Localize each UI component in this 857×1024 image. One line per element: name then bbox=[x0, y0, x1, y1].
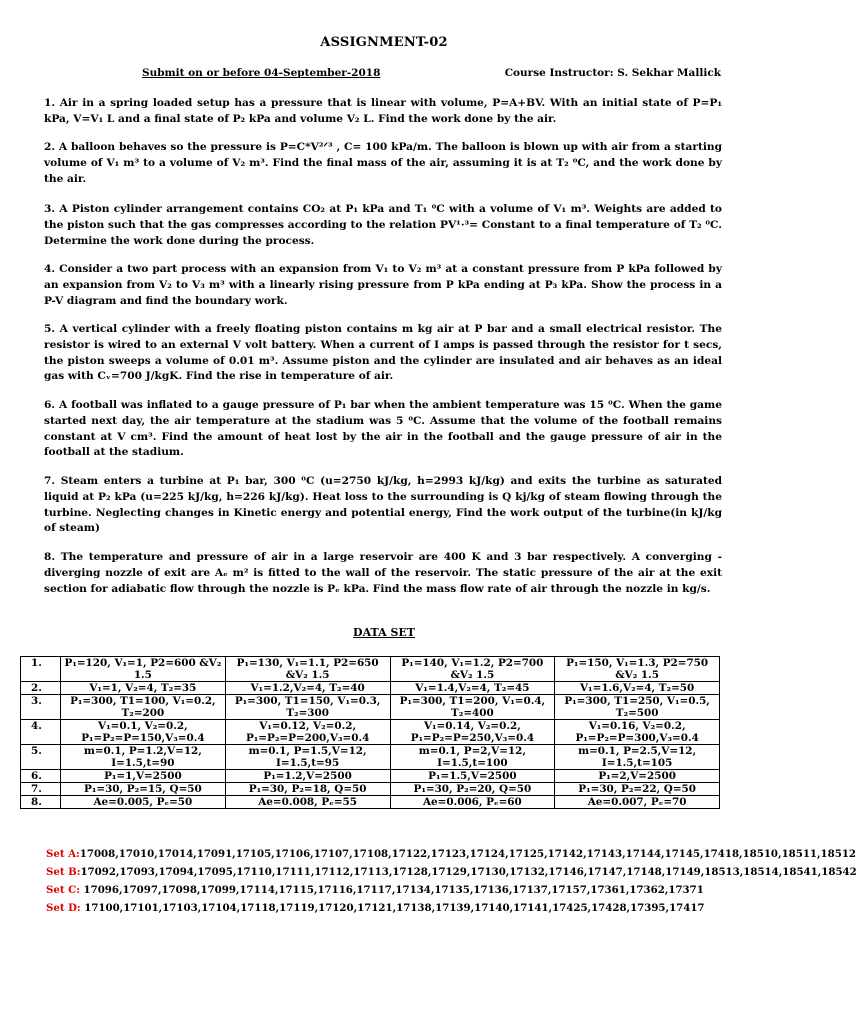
question-8: 8. The temperature and pressure of air in a large reservoir are 400 K and 3 bar respectively. A converging - diverging nozzle of exit are Aₑ m² is fitted to the wall of the reservoir. The static pressure of the air at the exit section for adiabatic flow through the nozzle is Pₑ kPa. Find the mass flow rate of air through the nozzle in kg/s. bbox=[44, 551, 722, 595]
table-cell: P₁=300, T1=250, V₁=0.5, T₂=500 bbox=[555, 695, 720, 720]
row-number: 6. bbox=[21, 770, 61, 783]
table-cell: P₁=30, P₂=20, Q=50 bbox=[390, 783, 555, 796]
table-cell: Ae=0.007, Pₑ=70 bbox=[555, 796, 720, 809]
course-instructor: Course Instructor: S. Sekhar Mallick bbox=[504, 67, 721, 79]
table-cell: P₁=2,V=2500 bbox=[555, 770, 720, 783]
row-number: 3. bbox=[21, 695, 61, 720]
set-d-line bbox=[46, 902, 746, 914]
table-cell: P₁=130, V₁=1.1, P2=650 &V₂ 1.5 bbox=[225, 657, 390, 682]
set-b-line bbox=[46, 866, 857, 878]
table-cell: P₁=1.5,V=2500 bbox=[390, 770, 555, 783]
question-6: 6. A football was inflated to a gauge pressure of P₁ bar when the ambient temperature was 15 ⁰C. When the game started next day, the air temperature at the stadium was 5 ⁰C. Assume that the volume of the football remains constant at V cm³. Find the amount of heat lost by the air in the football and the gauge pressure of air in the football at the stadium. bbox=[44, 399, 722, 459]
set-c-line bbox=[46, 884, 746, 896]
table-cell: V₁=1.4,V₂=4, T₂=45 bbox=[390, 682, 555, 695]
table-cell: Ae=0.006, Pₑ=60 bbox=[390, 796, 555, 809]
table-cell: m=0.1, P=2.5,V=12, I=1.5,t=105 bbox=[555, 745, 720, 770]
table-cell: P₁=300, T1=100, V₁=0.2, T₂=200 bbox=[61, 695, 226, 720]
row-number: 8. bbox=[21, 796, 61, 809]
table-cell: m=0.1, P=2,V=12, I=1.5,t=100 bbox=[390, 745, 555, 770]
table-cell: Ae=0.005, Pₑ=50 bbox=[61, 796, 226, 809]
set-c-label: Set C: bbox=[46, 884, 80, 896]
row-number: 7. bbox=[21, 783, 61, 796]
table-cell: P₁=1.2,V=2500 bbox=[225, 770, 390, 783]
question-3: 3. A Piston cylinder arrangement contains CO₂ at P₁ kPa and T₁ ⁰C with a volume of V₁ m³. Weights are added to the piston such that the gas compresses according to the relation PV¹·³= Constant to a final temperature of T₂ ⁰C. Determine the work done during the process. bbox=[44, 203, 722, 247]
table-cell: P₁=120, V₁=1, P2=600 &V₂ 1.5 bbox=[61, 657, 226, 682]
question-7: 7. Steam enters a turbine at P₁ bar, 300 ⁰C (u=2750 kJ/kg, h=2993 kJ/kg) and exits the turbine as saturated liquid at P₂ kPa (u=225 kJ/kg, h=226 kJ/kg). Heat loss to the surrounding is Q kj/kg of steam flowing through the turbine. Neglecting changes in Kinetic energy and potential energy, Find the work output of the turbine(in kJ/kg of steam) bbox=[44, 475, 722, 535]
assignment-title: ASSIGNMENT-02 bbox=[320, 35, 448, 50]
table-cell: P₁=1,V=2500 bbox=[61, 770, 226, 783]
table-cell: V₁=1.6,V₂=4, T₂=50 bbox=[555, 682, 720, 695]
table-cell: Ae=0.008, Pₑ=55 bbox=[225, 796, 390, 809]
table-cell: P₁=300, T1=200, V₁=0.4, T₂=400 bbox=[390, 695, 555, 720]
table-row bbox=[21, 657, 720, 682]
table-row bbox=[21, 796, 720, 809]
question-2: 2. A balloon behaves so the pressure is P=C*V²ᐟ³ , C= 100 kPa/m. The balloon is blown up with air from a starting volume of V₁ m³ to a volume of V₂ m³. Find the final mass of the air, assuming it is at T₂ ⁰C, and the work done by the air. bbox=[44, 141, 722, 185]
set-d-values: 17100,17101,17103,17104,17118,17119,17120,17121,17138,17139,17140,17141,17425,17428,17395,17417 bbox=[80, 902, 705, 914]
row-number: 2. bbox=[21, 682, 61, 695]
data-set-table bbox=[20, 656, 720, 809]
table-cell: V₁=1.2,V₂=4, T₂=40 bbox=[225, 682, 390, 695]
submit-deadline: Submit on or before 04-September-2018 bbox=[142, 67, 381, 79]
table-cell: V₁=1, V₂=4, T₂=35 bbox=[61, 682, 226, 695]
table-cell: V₁=0.1, V₂=0.2, P₁=P₂=P=150,V₃=0.4 bbox=[61, 720, 226, 745]
table-row bbox=[21, 682, 720, 695]
set-a-label: Set A: bbox=[46, 848, 80, 860]
set-a-values: 17008,17010,17014,17091,17105,17106,17107,17108,17122,17123,17124,17125,17142,17143,17144,17145,17418,18510,18511,18512 bbox=[79, 848, 857, 860]
table-cell: P₁=30, P₂=15, Q=50 bbox=[61, 783, 226, 796]
question-5: 5. A vertical cylinder with a freely floating piston contains m kg air at P bar and a small electrical resistor. The resistor is wired to an external V volt battery. When a current of I amps is passed through the resistor for t secs, the piston sweeps a volume of 0.01 m³. Assume piston and the cylinder are insulated and air behaves as an ideal gas with Cᵥ=700 J/kgK. Find the rise in temperature of air. bbox=[44, 323, 722, 383]
table-cell: P₁=300, T1=150, V₁=0.3, T₂=300 bbox=[225, 695, 390, 720]
table-cell: P₁=30, P₂=22, Q=50 bbox=[555, 783, 720, 796]
table-cell: V₁=0.12, V₂=0.2, P₁=P₂=P=200,V₃=0.4 bbox=[225, 720, 390, 745]
row-number: 4. bbox=[21, 720, 61, 745]
table-row bbox=[21, 745, 720, 770]
table-cell: P₁=140, V₁=1.2, P2=700 &V₂ 1.5 bbox=[390, 657, 555, 682]
table-row bbox=[21, 720, 720, 745]
table-cell: V₁=0.14, V₂=0.2, P₁=P₂=P=250,V₃=0.4 bbox=[390, 720, 555, 745]
set-b-label: Set B: bbox=[46, 866, 81, 878]
table-row bbox=[21, 695, 720, 720]
set-d-label: Set D: bbox=[46, 902, 81, 914]
row-number: 1. bbox=[21, 657, 61, 682]
set-a-line bbox=[46, 848, 857, 860]
set-c-values: 17096,17097,17098,17099,17114,17115,17116,17117,17134,17135,17136,17137,17157,17361,17362,17371 bbox=[79, 884, 704, 896]
data-set-title: DATA SET bbox=[353, 626, 415, 639]
question-1: 1. Air in a spring loaded setup has a pressure that is linear with volume, P=A+BV. With an initial state of P=P₁ kPa, V=V₁ L and a final state of P₂ kPa and volume V₂ L. Find the work done by the air. bbox=[44, 97, 722, 125]
table-cell: m=0.1, P=1.5,V=12, I=1.5,t=95 bbox=[225, 745, 390, 770]
row-number: 5. bbox=[21, 745, 61, 770]
table-cell: m=0.1, P=1.2,V=12, I=1.5,t=90 bbox=[61, 745, 226, 770]
table-cell: V₁=0.16, V₂=0.2, P₁=P₂=P=300,V₃=0.4 bbox=[555, 720, 720, 745]
table-row bbox=[21, 783, 720, 796]
table-row bbox=[21, 770, 720, 783]
question-4: 4. Consider a two part process with an expansion from V₁ to V₂ m³ at a constant pressure from P kPa followed by an expansion from V₂ to V₃ m³ with a linearly rising pressure from P kPa ending at P₃ kPa. Show the process in a P-V diagram and find the boundary work. bbox=[44, 263, 722, 307]
table-cell: P₁=150, V₁=1.3, P2=750 &V₂ 1.5 bbox=[555, 657, 720, 682]
table-cell: P₁=30, P₂=18, Q=50 bbox=[225, 783, 390, 796]
set-b-values: 17092,17093,17094,17095,17110,17111,17112,17113,17128,17129,17130,17132,17146,17147,17148,17149,18513,18514,18541,18542 bbox=[80, 866, 857, 878]
